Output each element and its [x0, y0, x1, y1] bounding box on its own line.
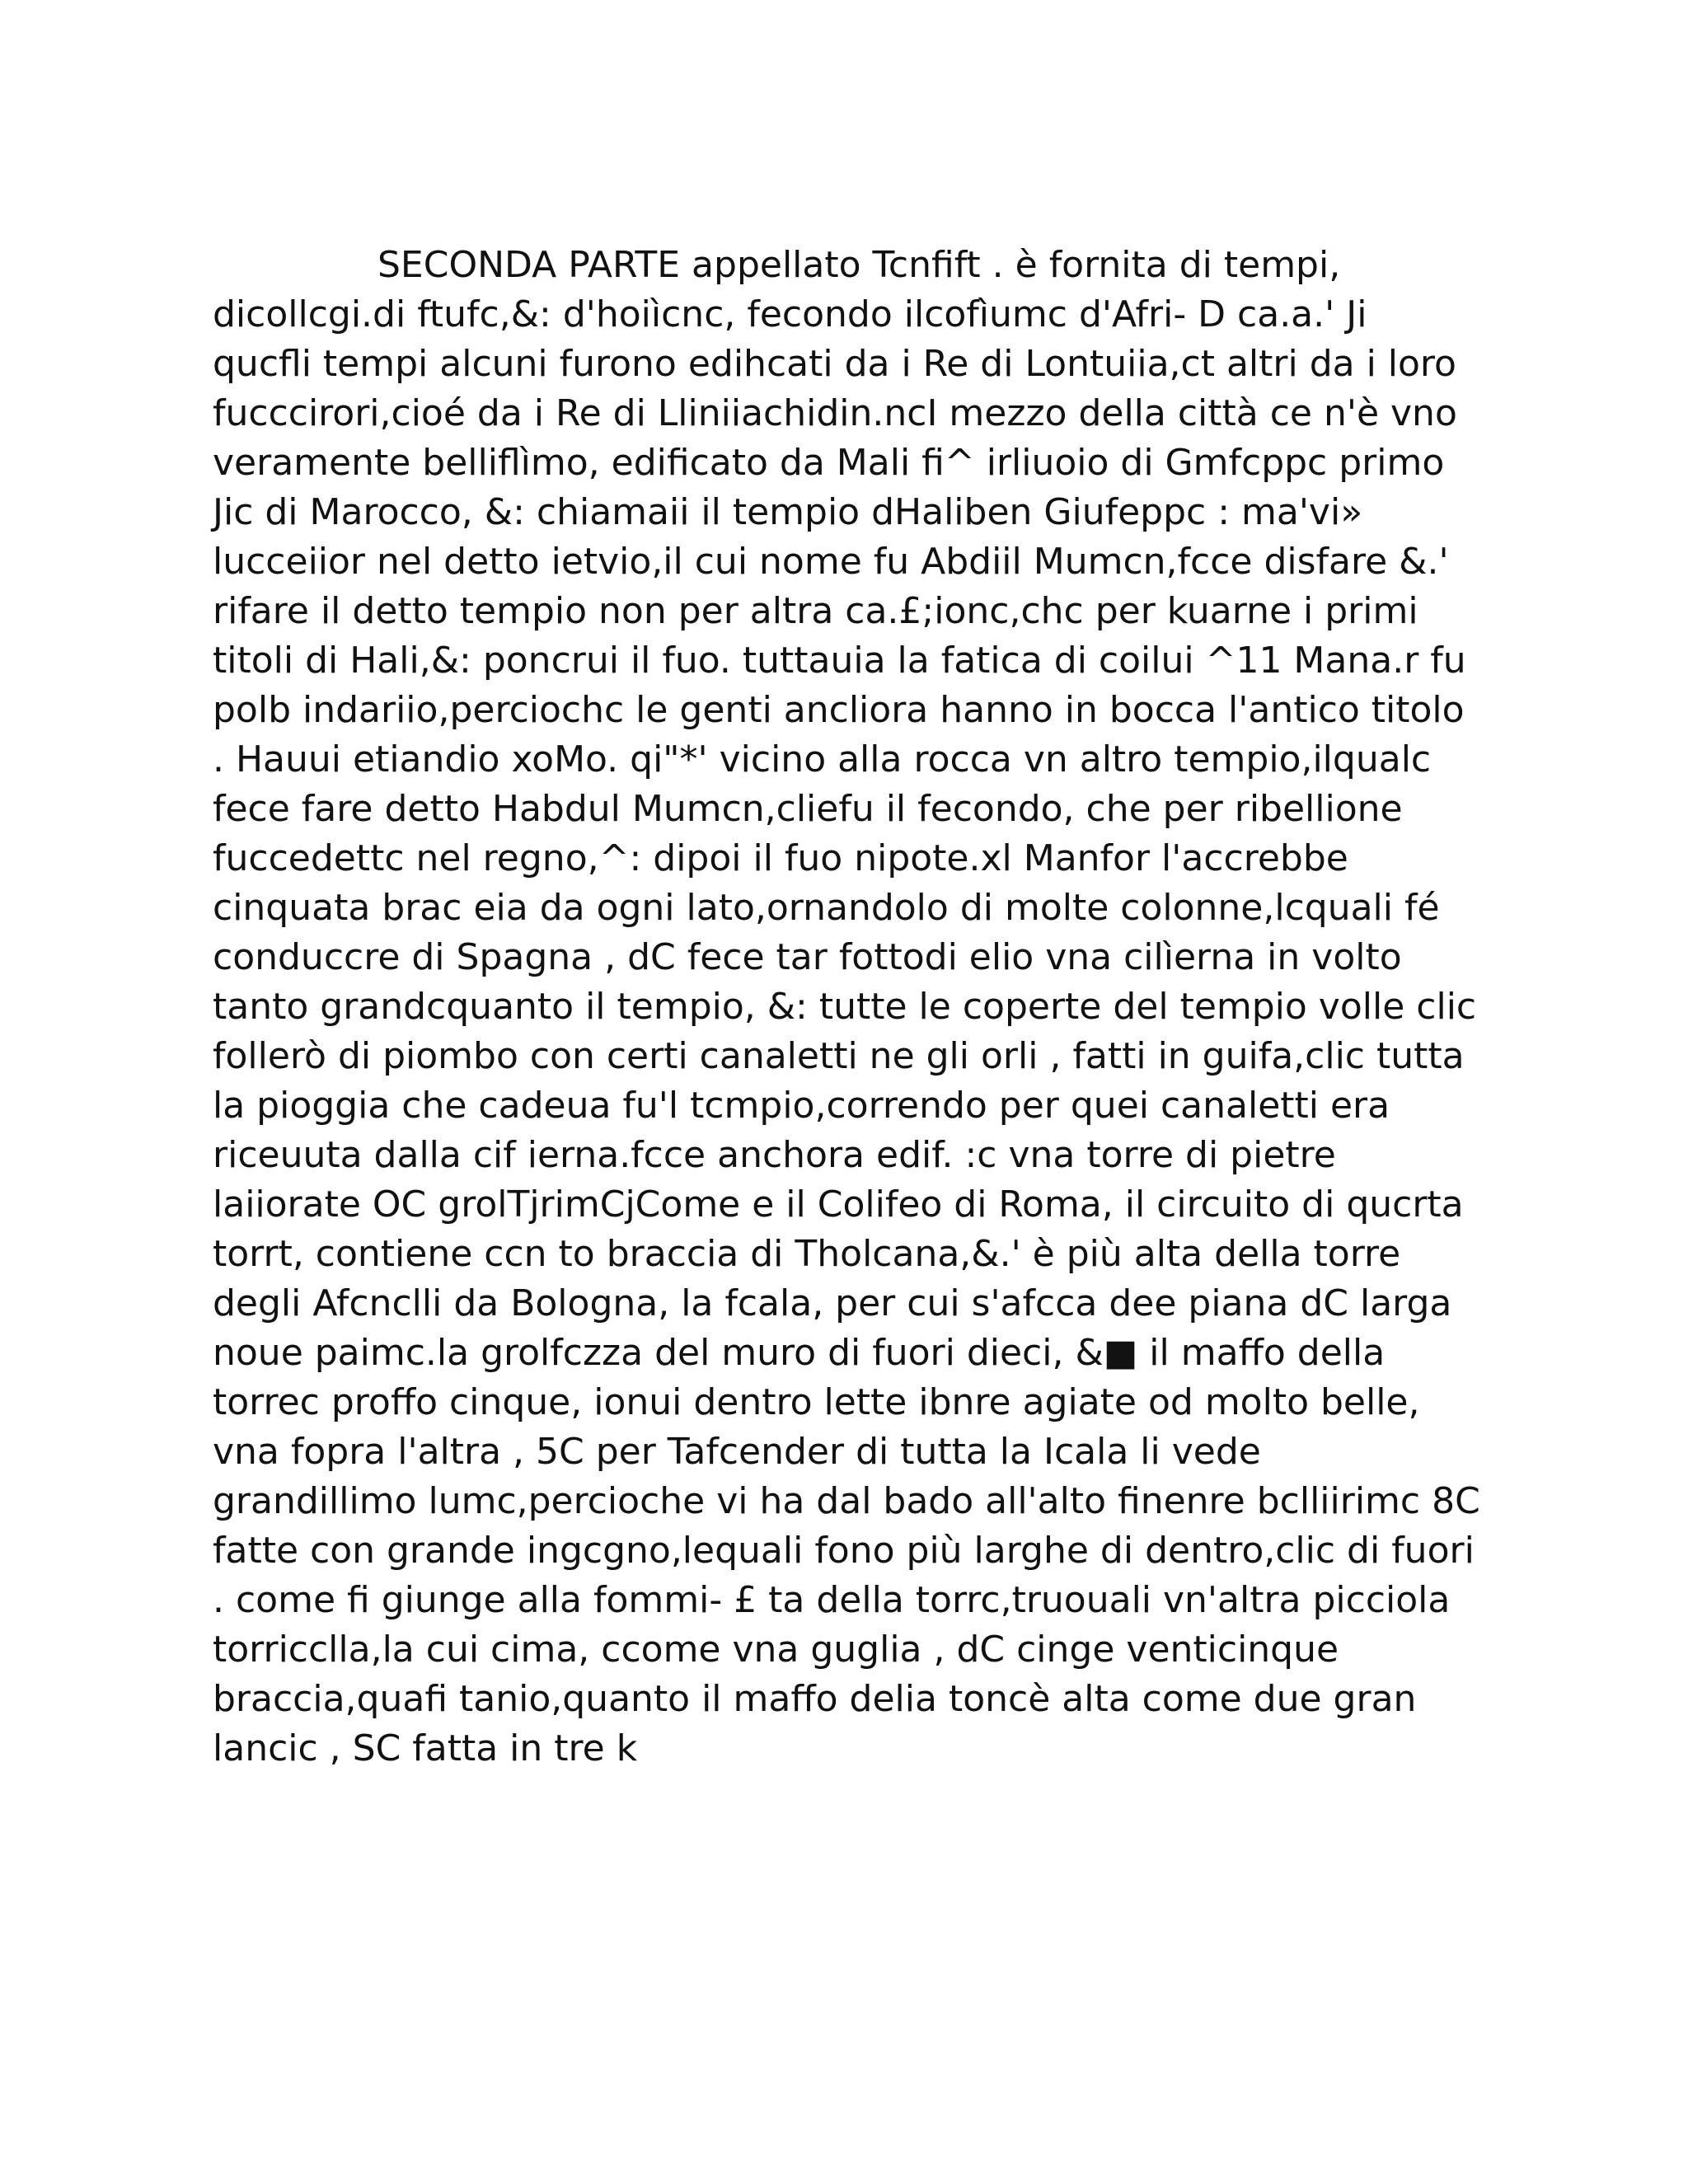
- text-line: fece fare detto Habdul Mumcn,cliefu il fecondo, che per ribellione: [213, 788, 1403, 830]
- text-line: laiiorate OC grolTjrimCjCome e il Colifeo di Roma, il circuito di qucrta: [213, 1183, 1464, 1226]
- text-line: . come fi giunge alla fommi- £ ta della torrc,truouali vn'altra picciola: [213, 1579, 1451, 1621]
- text-line: qucfli tempi alcuni furono edihcati da i Re di Lontuiia,ct altri da i loro: [213, 343, 1456, 385]
- text-line: braccia,quafi tanio,quanto il maffo delia toncè alta come due gran: [213, 1678, 1417, 1720]
- text-line: la pioggia che cadeua fu'l tcmpio,correndo per quei canaletti era: [213, 1085, 1390, 1127]
- text-line: . Hauui etiandio xoMo. qi"*' vicino alla rocca vn altro tempio,ilqualc: [213, 738, 1432, 780]
- text-line: riceuuta dalla cif ierna.fcce anchora edif. :c vna torre di pietre: [213, 1134, 1336, 1176]
- text-line: titoli di Hali,&: poncrui il fuo. tuttauia la fatica di coilui ^11 Mana.r fu: [213, 640, 1466, 682]
- text-line: Jic di Marocco, &: chiamaii il tempio dHaliben Giufeppc : ma'vi»: [213, 491, 1363, 533]
- text-line: lancic , SC fatta in tre k: [213, 1727, 638, 1769]
- text-line: degli Afcnclli da Bologna, la fcala, per cui s'afcca dee piana dC larga: [213, 1282, 1452, 1324]
- text-line: fucccirori,cioé da i Re di Lliniiachidin.ncI mezzo della città ce n'è vno: [213, 392, 1457, 434]
- text-line: fuccedettc nel regno,^: dipoi il fuo nipote.xl Manfor l'accrebbe: [213, 837, 1348, 879]
- text-line: cinquata brac eia da ogni lato,ornandolo di molte colonne,lcquali fé: [213, 887, 1440, 929]
- text-line: SECONDA PARTE appellato Tcnfift . è fornita di tempi,: [377, 244, 1341, 286]
- text-line: dicollcgi.di ftufc,&: d'hoiìcnc, fecondo ilcofìumc d'Afri- D ca.a.' Ji: [213, 293, 1367, 335]
- text-line: veramente belliflìmo, edificato da Mali fi^ irliuoio di Gmfcppc primo: [213, 442, 1445, 484]
- text-line: conduccre di Spagna , dC fece tar fottodi elio vna cilìerna in volto: [213, 936, 1402, 978]
- text-line: torrt, contiene ccn to braccia di Tholcana,&.' è più alta della torre: [213, 1233, 1401, 1275]
- text-line: polb indariio,perciochc le genti ancliora hanno in bocca l'antico titolo: [213, 689, 1465, 731]
- text-line: torrec proffo cinque, ionui dentro lette ibnre agiate od molto belle,: [213, 1381, 1420, 1423]
- text-line: fatte con grande ingcgno,lequali fono più larghe di dentro,clic di fuori: [213, 1530, 1475, 1572]
- text-line: noue paimc.la grolfczza del muro di fuori dieci, &■ il maffo della: [213, 1332, 1386, 1374]
- text-line: lucceiior nel detto ietvio,il cui nome fu Abdiil Mumcn,fcce disfare &.': [213, 541, 1449, 583]
- text-line: grandillimo lumc,percioche vi ha dal bado all'alto finenre bclliirimc 8C: [213, 1480, 1480, 1522]
- text-line: tanto grandcquanto il tempio, &: tutte le coperte del tempio volle clic: [213, 986, 1477, 1028]
- text-line: vna fopra l'altra , 5C per Tafcender di tutta la Icala li vede: [213, 1431, 1261, 1473]
- text-line: follerò di piombo con certi canaletti ne gli orli , fatti in guifa,clic tutta: [213, 1035, 1465, 1077]
- text-line: torricclla,la cui cima, ccome vna guglia , dC cinge venticinque: [213, 1629, 1339, 1671]
- text-line: rifare il detto tempio non per altra ca.£;ionc,chc per kuarne i primi: [213, 590, 1418, 632]
- body-text: [213, 241, 1490, 1774]
